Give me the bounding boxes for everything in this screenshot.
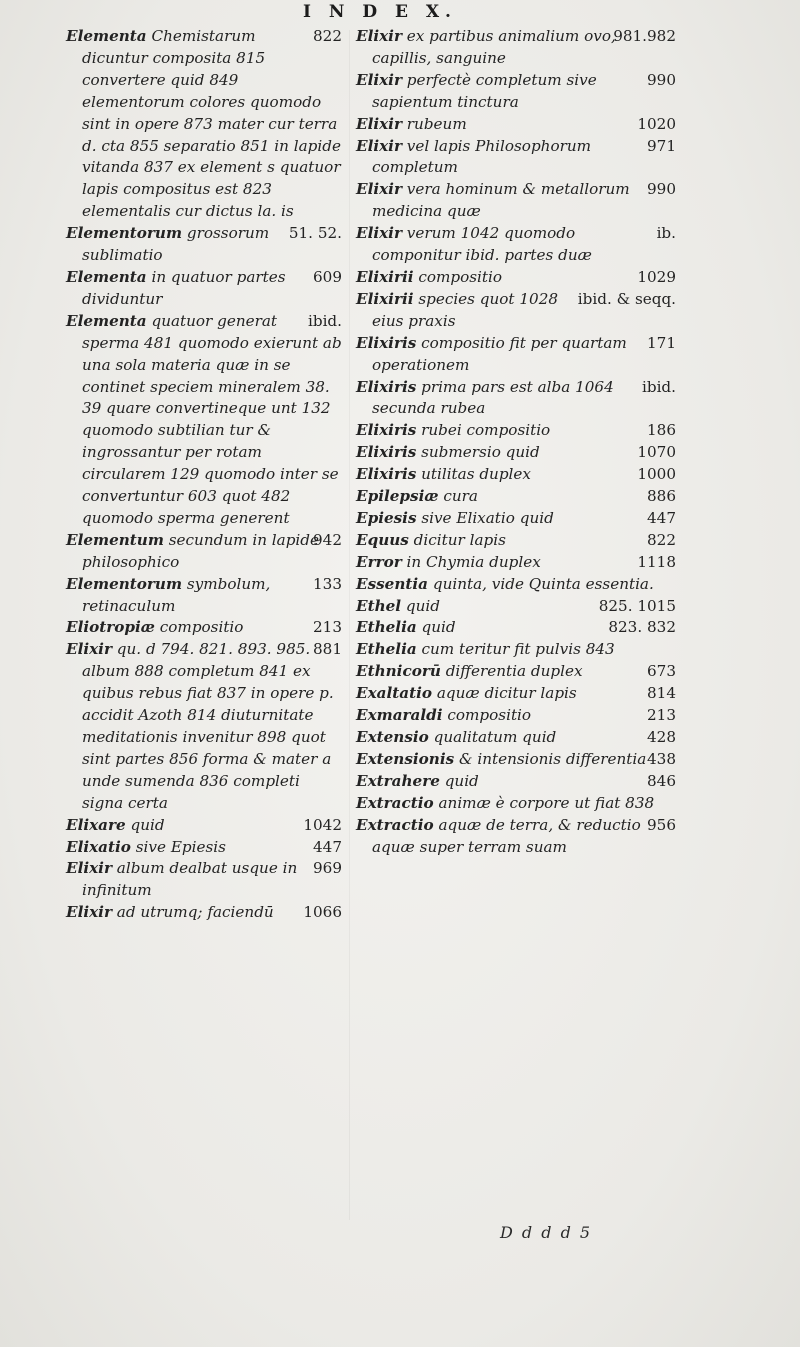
entry-head: Elixir (356, 136, 402, 155)
entry-text: ad utrumq; faciendū (116, 903, 274, 922)
index-entry (356, 442, 676, 464)
entry-text: Chemistarum dicuntur composita 815 convertere quid 849 elementorum colores quomodo sint in opere 873 mater cur terra d. cta 855 separatio 851 in lapide vitanda 837 ex element s quatuor lapis compositus est 823 elementalis cur dictus la. is (82, 27, 341, 221)
entry-head: Extensionis (356, 749, 455, 768)
entry-page: 1042 (303, 815, 342, 834)
index-entry (66, 815, 342, 837)
entry-head: Essentia (356, 574, 429, 593)
entry-text: cura (443, 487, 478, 506)
entry-text: prima pars est alba 1064 secunda rubea (372, 377, 614, 418)
entry-page: 609 (313, 267, 342, 286)
entry-page: ibid. (308, 311, 342, 330)
column-divider (349, 30, 350, 1220)
entry-page: 822 (647, 530, 676, 549)
index-entry (356, 70, 676, 114)
entry-text: quinta, vide Quinta essentia. (432, 574, 654, 593)
entry-head: Elixir (66, 640, 112, 659)
entry-text: dicitur lapis (413, 530, 506, 549)
entry-text: compositio (447, 706, 532, 725)
entry-text: compositio fit per quartam operationem (372, 333, 627, 374)
index-entry (356, 661, 676, 683)
entry-head: Elementa (66, 27, 147, 45)
entry-page: 1000 (637, 465, 676, 484)
index-entry (66, 26, 342, 223)
index-entry (356, 114, 676, 136)
entry-page: 846 (647, 771, 676, 790)
entry-text: quatuor generat sperma 481 quomodo exierunt ab una sola materia quæ in se continet speciem mineralem 38. 39 quare convertineque unt 132 quomodo subtilian tur & ingrossantur per rotam circularem 129 quomodo inter se convertuntur 603 quot 482 quomodo sperma generent (82, 311, 342, 527)
entry-text: utilitas duplex (421, 465, 531, 484)
index-entry (356, 596, 676, 618)
entry-head: Elixiris (356, 465, 417, 484)
entry-head: Elixir (356, 224, 402, 243)
entry-page: 881 (313, 640, 342, 659)
entry-text: qualitatum quid (433, 728, 557, 746)
entry-text: sive Epiesis (135, 837, 226, 856)
index-entry (356, 771, 676, 793)
entry-text: submersio quid (421, 443, 540, 462)
entry-page: 1066 (303, 903, 342, 922)
index-entry (356, 267, 676, 289)
header-title: I N D E X. (303, 2, 457, 22)
index-entry (356, 486, 676, 508)
index-entry (356, 136, 676, 180)
index-entry (66, 617, 342, 639)
index-entry (66, 639, 342, 814)
page-header (0, 2, 800, 24)
entry-text: compositio (418, 267, 502, 286)
index-entry (356, 617, 676, 639)
entry-text: quid (130, 815, 165, 834)
entry-head: Exaltatio (356, 684, 433, 703)
index-entry (66, 574, 342, 618)
entry-head: Elixiris (356, 377, 417, 396)
entry-head: Elixir (356, 27, 402, 45)
index-entry (356, 705, 676, 727)
entry-page: 956 (647, 815, 676, 834)
index-entry (356, 289, 676, 333)
entry-head: Equus (356, 530, 409, 549)
index-entry (356, 508, 676, 530)
entry-head: Elixir (356, 180, 402, 199)
entry-page: 825. 1015 (598, 596, 676, 615)
entry-page: 969 (313, 859, 342, 878)
entry-page: 823. 832 (608, 618, 676, 637)
entry-page: 186 (647, 421, 676, 440)
entry-page: ibid. & seqq. (577, 289, 676, 308)
index-entry (66, 837, 342, 859)
entry-page: 971 (647, 136, 676, 155)
index-entry (356, 333, 676, 377)
entry-page: 1029 (637, 267, 676, 286)
entry-head: Epiesis (356, 508, 417, 527)
entry-head: Epilepsiæ (356, 487, 439, 506)
entry-head: Ethelia (356, 618, 417, 637)
entry-page: 213 (313, 618, 342, 637)
entry-head: Eliotropiæ (66, 618, 155, 637)
entry-page: 1020 (637, 114, 676, 133)
entry-text: verum 1042 quomodo componitur ibid. partes duæ (372, 224, 592, 265)
entry-text: & intensionis differentia (459, 749, 647, 768)
index-entry (356, 574, 676, 596)
right-column (356, 26, 676, 858)
index-entry (356, 530, 676, 552)
entry-text: cum teritur fit pulvis 843 (421, 640, 615, 659)
entry-text: quid (421, 618, 456, 637)
entry-text: vel lapis Philosophorum completum (372, 136, 592, 177)
entry-page: 447 (647, 508, 676, 527)
entry-page: 942 (313, 530, 342, 549)
index-entry (356, 749, 676, 771)
index-entry (66, 858, 342, 902)
entry-head: Elixirii (356, 267, 414, 286)
entry-head: Extensio (356, 728, 429, 746)
entry-page: 213 (647, 706, 676, 725)
entry-head: Ethelia (356, 640, 417, 659)
index-entry (66, 530, 342, 574)
entry-head: Elixiris (356, 421, 417, 440)
entry-text: differentia duplex (445, 662, 583, 681)
entry-page: 428 (647, 728, 676, 746)
entry-head: Error (356, 552, 402, 571)
entry-page: 990 (647, 180, 676, 199)
entry-head: Elixare (66, 815, 126, 834)
index-entry (66, 267, 342, 311)
entry-head: Elixiris (356, 443, 417, 462)
index-entry (66, 311, 342, 530)
entry-head: Exmaraldi (356, 706, 443, 725)
index-entry (66, 902, 342, 924)
entry-head: Elixirii (356, 289, 414, 308)
entry-text: symbolum, retinaculum (82, 574, 271, 615)
index-entry (356, 793, 676, 815)
entry-page: 51. 52. (288, 224, 342, 243)
entry-text: aquæ de terra, & reductio aquæ super terram suam (372, 815, 641, 856)
entry-page: 981.982 (613, 27, 676, 45)
entry-text: grossorum sublimatio (82, 224, 270, 265)
entry-page: 133 (313, 574, 342, 593)
entry-page: 814 (647, 684, 676, 703)
entry-text: quid (405, 596, 440, 615)
entry-head: Ethnicorū (356, 662, 441, 681)
entry-head: Elixir (356, 70, 402, 89)
entry-page: 822 (313, 27, 342, 45)
entry-text: rubei compositio (421, 421, 551, 440)
entry-head: Elementorum (66, 224, 183, 243)
entry-text: quid (444, 771, 479, 790)
left-column (66, 26, 342, 924)
index-entry (66, 223, 342, 267)
entry-page: 1070 (637, 443, 676, 462)
index-entry (356, 552, 676, 574)
entry-text: compositio (159, 618, 244, 637)
index-entry (356, 815, 676, 859)
entry-text: qu. d 794. 821. 893. 985. album 888 completum 841 ex quibus rebus fiat 837 in opere p. accidit Azoth 814 diuturnitate meditationis invenitur 898 quot sint partes 856 forma & mater a unde sumenda 836 completi signa certa (82, 640, 334, 812)
entry-head: Elixir (66, 859, 112, 878)
entry-head: Elementum (66, 530, 164, 549)
index-entry (356, 727, 676, 749)
index-entry (356, 223, 676, 267)
entry-page: 886 (647, 487, 676, 506)
entry-page: ibid. (642, 377, 676, 396)
entry-text: album dealbat usque in infinitum (82, 859, 298, 900)
entry-page: 171 (647, 333, 676, 352)
entry-page: 1118 (637, 552, 676, 571)
catchword: D d d d 5 (500, 1223, 593, 1242)
entry-page: 447 (313, 837, 342, 856)
entry-head: Elementorum (66, 574, 183, 593)
index-entry (356, 464, 676, 486)
index-entry (356, 179, 676, 223)
entry-head: Elementa (66, 267, 147, 286)
entry-head: Elixatio (66, 837, 131, 856)
entry-text: in Chymia duplex (406, 552, 541, 571)
entry-head: Ethel (356, 596, 402, 615)
entry-text: sive Elixatio quid (421, 508, 554, 527)
entry-head: Extractio (356, 793, 434, 812)
entry-page: ib. (656, 224, 676, 243)
entry-text: in quatuor partes dividuntur (82, 267, 286, 308)
index-entry (356, 420, 676, 442)
entry-text: perfectè completum sive sapientum tinctura (372, 70, 597, 111)
entry-page: 438 (647, 749, 676, 768)
entry-head: Elixir (356, 114, 402, 133)
entry-head: Elementa (66, 311, 147, 330)
entry-text: rubeum (406, 114, 467, 133)
entry-head: Elixiris (356, 333, 417, 352)
index-entry (356, 639, 676, 661)
entry-text: aquæ dicitur lapis (436, 684, 577, 703)
entry-head: Extrahere (356, 771, 440, 790)
entry-text: vera hominum & metallorum medicina quæ (372, 180, 630, 221)
entry-head: Extractio (356, 815, 434, 834)
index-entry (356, 683, 676, 705)
index-entry (356, 26, 676, 70)
index-entry (356, 377, 676, 421)
entry-page: 673 (647, 662, 676, 681)
entry-text: secundum in lapide philosophico (82, 530, 320, 571)
entry-page: 990 (647, 70, 676, 89)
entry-text: animæ è corpore ut fiat 838 (438, 793, 655, 812)
entry-text: species quot 1028 eius praxis (372, 289, 559, 330)
entry-text: ex partibus animalium ovo, capillis, sanguine (372, 27, 616, 67)
entry-head: Elixir (66, 903, 112, 922)
